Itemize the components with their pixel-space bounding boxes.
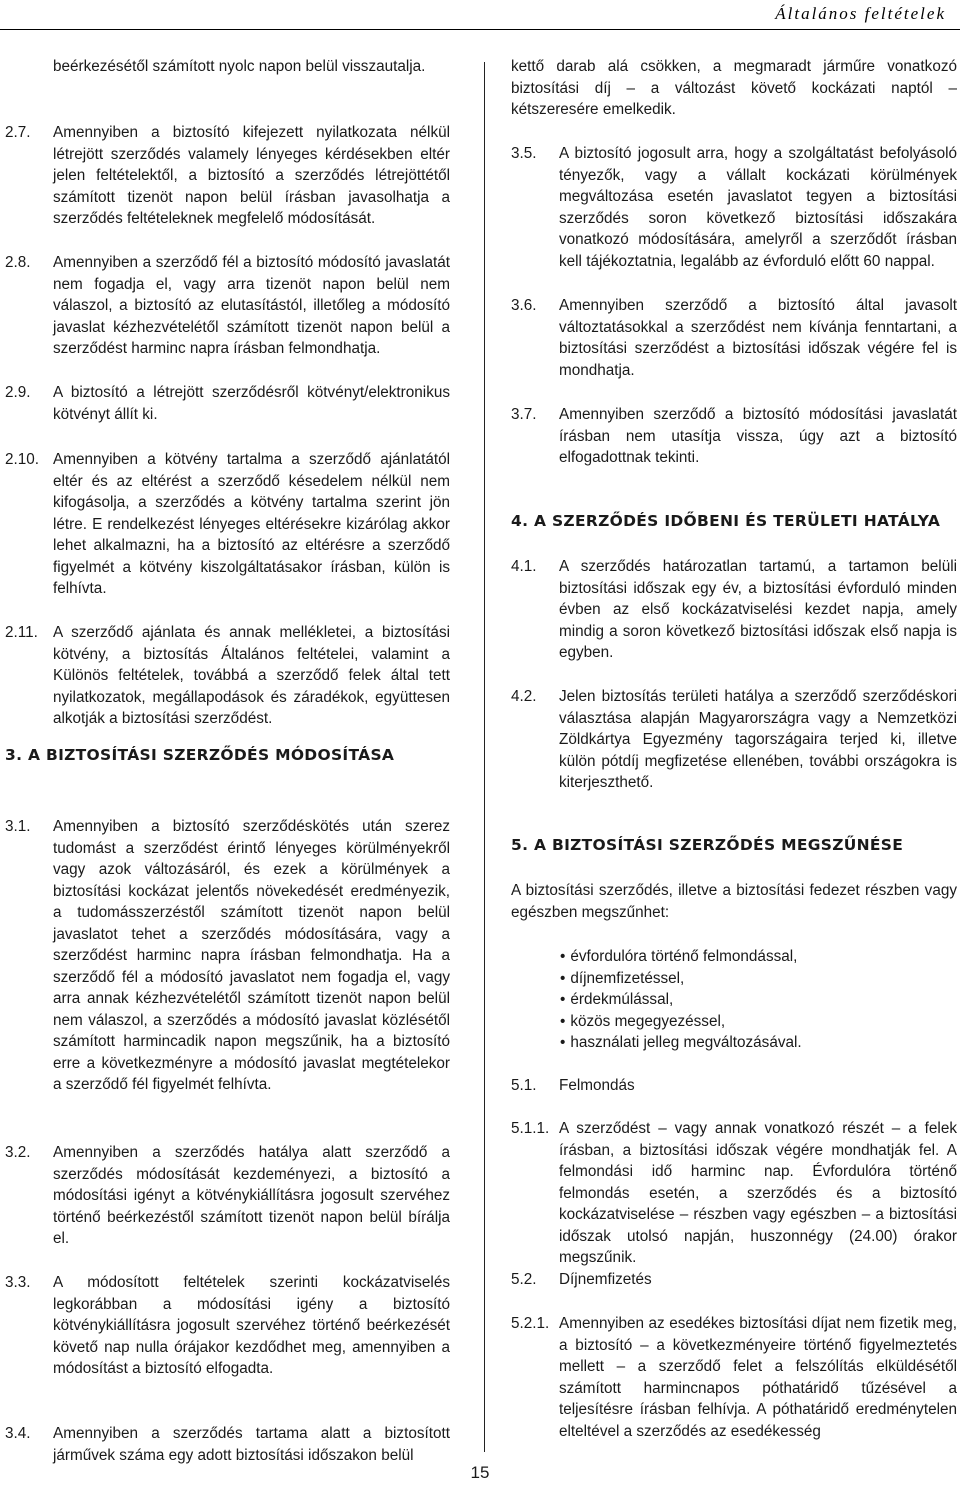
section-heading-3: 3. A BIZTOSÍTÁSI SZERZŐDÉS MÓDOSÍTÁSA	[5, 746, 395, 764]
paragraph-text: kettő darab alá csökken, a megmaradt járműre vonatkozó biztosítási díj – a változást követő kockázati naptól – kétszeresére emelkedik.	[511, 58, 957, 118]
paragraph-text: Amennyiben a kötvény tartalma a szerződő ajánlatától eltér és az eltérést a szerződő késedelem nélkül nem kifogásolja, a szerződés a kötvény tartalma szerint jön létre. E rendelkezést lényeges eltérésekre kizárólag akkor lehet alkalmazni, ha a biztosító az eltérésre a szerződő figyelmét a kötvény kiszolgáltatásakor írásban, külön is felhívta.	[53, 451, 450, 597]
paragraph-number: 3.3.	[5, 1274, 31, 1291]
paragraph-text: beérkezésétől számított nyolc napon belül visszautalja.	[53, 58, 426, 75]
paragraph-text: Amennyiben szerződő a biztosító által javasolt változtatásokkal a szerződést nem kívánja fenntartani, a biztosítási szerződést a biztosítási időszak végére fel is mondhatja.	[559, 297, 957, 379]
paragraph-text: A biztosító a létrejött szerződésről kötvényt/elektronikus kötvényt állít ki.	[53, 384, 450, 423]
list-item: • díjnemfizetéssel,	[560, 968, 950, 990]
paragraph-number: 2.7.	[5, 124, 31, 141]
list-item: • évfordulóra történő felmondással,	[560, 946, 950, 968]
page-header	[0, 0, 960, 30]
list-item: • érdekmúlással,	[560, 989, 950, 1011]
paragraph-number: 4.1.	[511, 558, 537, 575]
section-heading-5: 5. A BIZTOSÍTÁSI SZERZŐDÉS MEGSZŰNÉSE	[511, 836, 904, 854]
paragraph-text: A módosított feltételek szerinti kockázatviselés legkorábban a módosítási igény a biztosító kötvénykiállításra jogosult szervéhez történő beérkezését követő nap nulla órájakor kezdődhet meg, amennyiben a módosítást a biztosító elfogadta.	[53, 1274, 450, 1377]
paragraph-text: Amennyiben a szerződő fél a biztosító módosító javaslatát nem fogadja el, vagy arra tizenöt napon belül nem válaszol, a biztosító az elutasítástól, illetőleg a módosító javaslat kézhezvételétől számított tizenöt napon belül a szerződést harminc napra írásban felmondhatja.	[53, 254, 450, 357]
paragraph-text: Amennyiben a szerződés hatálya alatt szerződő a szerződés módosítását kezdeményezi, a biztosító a módosítási igényt a kötvénykiállításra jogosult szervéhez történő beérkezéstől számított tizenöt napon belül bírálja el.	[53, 1144, 450, 1247]
paragraph-text: A szerződő ajánlata és annak mellékletei, a biztosítási kötvény, a biztosítás Általános feltételei, valamint a Különös feltételek, továbbá a szerződő felek által tett nyilatkozatok, megállapodások és záradékok, együttesen alkotják a biztosítási szerződést.	[53, 624, 450, 727]
paragraph-number: 3.2.	[5, 1144, 31, 1161]
header-rule	[0, 29, 960, 30]
paragraph-text: Jelen biztosítás területi hatálya a szerződő szerződéskori választása alapján Magyarországra vagy a Nemzetközi Zöldkártya Egyezmény tagországaira terjed ki, illetve külön pótdíj megfizetése ellenében, további országokra is kiterjeszthető.	[559, 688, 957, 791]
paragraph-number: 3.5.	[511, 145, 537, 162]
termination-list	[560, 946, 950, 1054]
column-divider	[484, 62, 485, 1452]
paragraph-text: A biztosítási szerződés, illetve a biztosítási fedezet részben vagy egészben megszűnhet:	[511, 882, 957, 921]
paragraph-number: 4.2.	[511, 688, 537, 705]
paragraph-text: A szerződést – vagy annak vonatkozó részét – a felek írásban, a biztosítási időszak végére mondhatják fel. A felmondási idő harminc nap. Évfordulóra történő felmondás esetén, a szerződés és a biztosító kockázatviselése – részben vagy egészben – a biztosítási időszak utolsó napján, huszonnégy (24.00) órakor megszűnik.	[559, 1120, 957, 1266]
paragraph-number: 3.7.	[511, 406, 537, 423]
paragraph-number: 3.6.	[511, 297, 537, 314]
list-item: • használati jelleg megváltozásával.	[560, 1032, 950, 1054]
list-item: • közös megegyezéssel,	[560, 1011, 950, 1033]
paragraph-text: Amennyiben a biztosító kifejezett nyilatkozata nélkül létrejött szerződés valamely lényeges kérdésekben eltér jelen feltételektől, a biztosító a szerződés létrejöttétől számított tizenöt napon belül írásban javasolhatja a szerződés feltételeknek megfelelő módosítását.	[53, 124, 450, 227]
paragraph-number: 5.2.	[511, 1271, 537, 1288]
paragraph-number: 2.11.	[5, 624, 38, 641]
paragraph-text: Amennyiben a biztosító szerződéskötés után szerez tudomást a szerződést érintő lényeges körülményekről vagy azok változásáról, és ezek a körülmények a biztosítási kockázat jelentős növekedését eredményezik, a tudomásszerzéstől számított tizenöt napon belül javaslatot tehet a szerződés módosítására, vagy a szerződést harminc napra írásban felmondhatja. Ha a szerződő fél a módosító javaslatot nem fogadja el, vagy arra annak kézhezvételétől számított tizenöt napon belül nem válaszol, a szerződés a módosító javaslat közlésétől számított harmincadik napon megszűnik, ha a biztosító erre a következményre a módosító javaslat megtételekor a szerződő fél figyelmét felhívta.	[53, 818, 450, 1093]
paragraph-text: Amennyiben szerződő a biztosító módosítási javaslatát írásban nem utasítja vissza, úgy azt a biztosító elfogadottnak tekinti.	[559, 406, 957, 466]
paragraph-number: 3.4.	[5, 1425, 31, 1442]
paragraph-number: 2.8.	[5, 254, 31, 271]
paragraph-number: 3.1.	[5, 818, 31, 835]
paragraph-number: 2.9.	[5, 384, 31, 401]
paragraph-text: Díjnemfizetés	[559, 1271, 652, 1288]
header-title: Általános feltételek	[775, 4, 946, 23]
paragraph-number: 5.1.	[511, 1077, 537, 1094]
paragraph-text: A biztosító jogosult arra, hogy a szolgáltatást befolyásoló tényezők, vagy a vállalt kockázati körülmények megváltozása esetén javaslatot tegyen a biztosítási szerződés soron következő biztosítási időszakára vonatkozó módosítására, amelyről a szerződőt írásban kell tájékoztatnia, legalább az évforduló előtt 60 nappal.	[559, 145, 957, 270]
paragraph-text: Amennyiben az esedékes biztosítási díjat nem fizetik meg, a biztosító – a következményeire történő figyelmeztetés mellett – a szerződő felet a felszólítás elküldésétől számított harmincnapos póthatáridő tűzésével a teljesítésre írásban felhívja. A póthatáridő eredménytelen elteltével a szerződés az esedékesség	[559, 1315, 957, 1440]
paragraph-number: 5.1.1.	[511, 1120, 550, 1137]
section-heading-4: 4. A SZERZŐDÉS IDŐBENI ÉS TERÜLETI HATÁLYA	[511, 512, 941, 530]
paragraph-number: 5.2.1.	[511, 1315, 550, 1332]
paragraph-number: 2.10.	[5, 451, 40, 468]
paragraph-text: A szerződés határozatlan tartamú, a tartamon belüli biztosítási időszak egy év, a biztosítási évforduló minden évben az első kockázatviselési kezdet napja, amely mindig a soron következő biztosítási időszak első napja is egyben.	[559, 558, 957, 661]
paragraph-text: Felmondás	[559, 1077, 635, 1094]
paragraph-text: Amennyiben a szerződés tartama alatt a biztosított járművek száma egy adott biztosítási időszakon belül	[53, 1425, 450, 1464]
page-number: 15	[470, 1463, 490, 1482]
